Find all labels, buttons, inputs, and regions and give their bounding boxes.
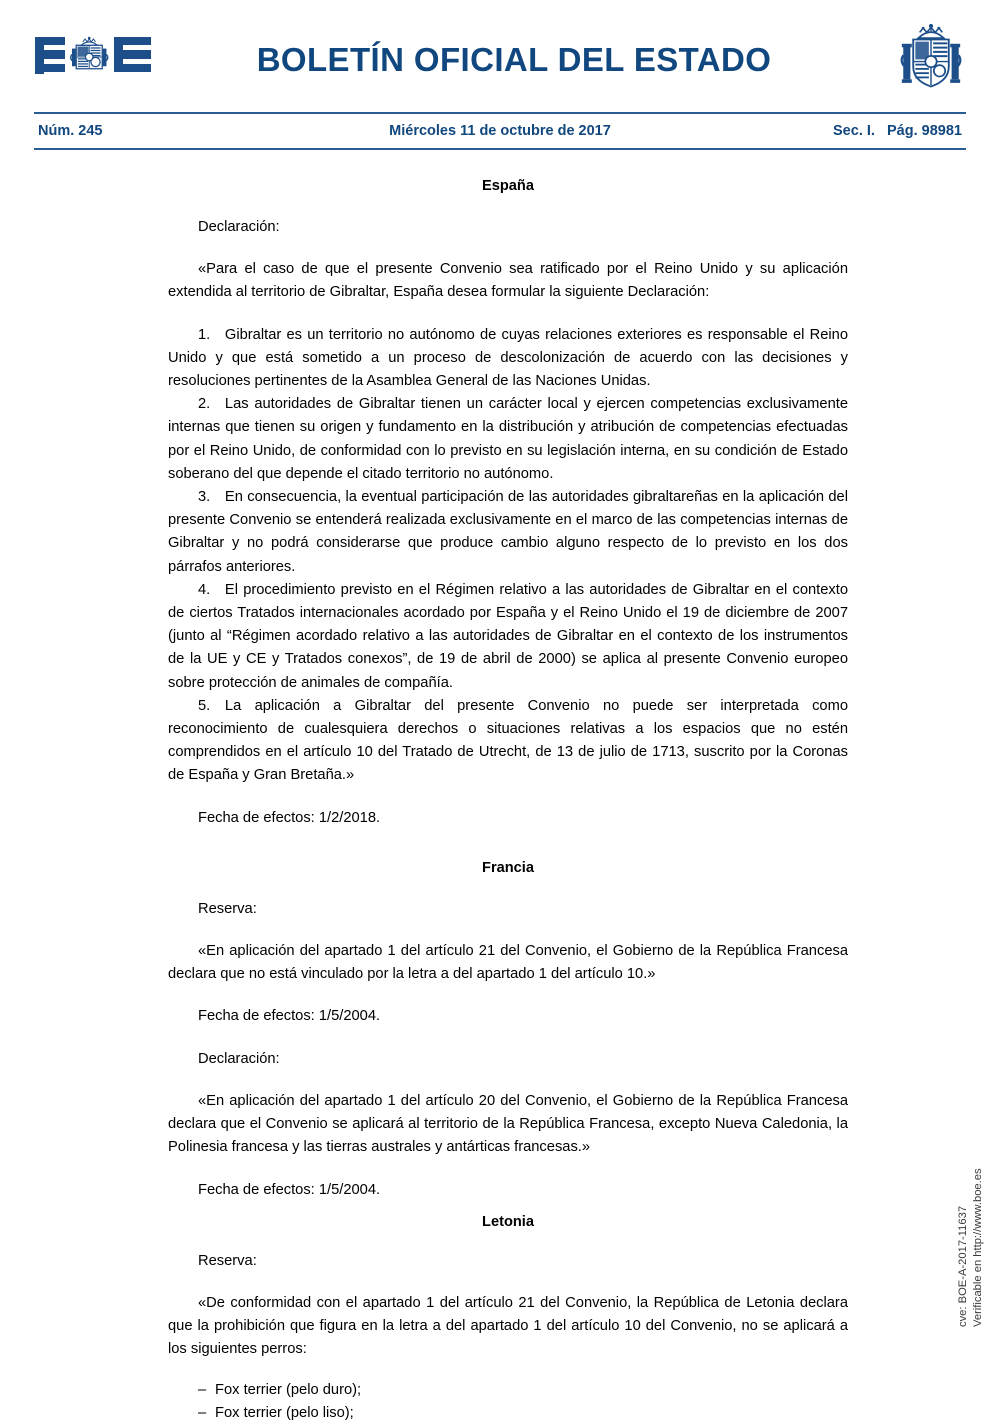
verification-sidenote bbox=[956, 1097, 986, 1327]
masthead bbox=[0, 0, 1000, 112]
letonia-reserva-text: «De conformidad con el apartado 1 del artículo 21 del Convenio, la República de Letonia declara que la prohibición que figura en la letra a del apartado 1 del artículo 10 del Convenio, no se aplicará a los siguientes perros: bbox=[168, 1294, 848, 1358]
section-heading-espana: España bbox=[482, 178, 534, 194]
section-and-page: Sec. I. Pág. 98981 bbox=[833, 123, 962, 139]
list-item-label: Fox terrier (pelo duro); bbox=[215, 1381, 362, 1398]
espana-opening-paragraph: «Para el caso de que el presente Convenio sea ratificado por el Reino Unido y su aplicación extendida al territorio de Gibraltar, España desea formular la siguiente Declaración: bbox=[168, 261, 848, 301]
espana-item-2: 2. Las autoridades de Gibraltar tienen un carácter local y ejercen competencias exclusivamente internas que tienen su origen y fundamento en la distribución y atribución de competencias efectuadas por el Reino Unido, de conformidad con lo previsto en su legislación interna, en su condición de Estado soberano del que depende el citado territorio no autónomo. bbox=[168, 396, 848, 482]
espana-item-3: 3. En consecuencia, la eventual participación de las autoridades gibraltareñas en la aplicación del presente Convenio se entenderá realizada exclusivamente en el marco de las competencias internas de Gibraltar y no podrá considerarse que produce cambio alguno respecto de lo previsto en los dos párrafos anteriores. bbox=[168, 489, 848, 575]
list-item bbox=[198, 1379, 848, 1402]
spacer bbox=[168, 830, 848, 860]
francia-reserva-label: Reserva: bbox=[198, 900, 257, 917]
page-title: BOLETÍN OFICIAL DEL ESTADO bbox=[256, 41, 772, 78]
dash-icon: – bbox=[198, 1381, 207, 1398]
spain-coat-of-arms-icon bbox=[899, 22, 963, 94]
list-item-label: Fox terrier (pelo liso); bbox=[215, 1404, 354, 1421]
espana-effective-date: Fecha de efectos: 1/2/2018. bbox=[198, 809, 381, 826]
letonia-dog-list bbox=[168, 1379, 848, 1425]
letonia-reserva-label: Reserva: bbox=[198, 1252, 257, 1269]
section-heading-letonia: Letonia bbox=[482, 1213, 534, 1230]
francia-declaracion-date: Fecha de efectos: 1/5/2004. bbox=[198, 1181, 381, 1198]
list-item bbox=[198, 1402, 848, 1425]
espana-declaracion-label: Declaración: bbox=[198, 219, 280, 235]
francia-reserva-text: «En aplicación del apartado 1 del artículo 21 del Convenio, el Gobierno de la República Francesa declara que no está vinculado por la letra a del apartado 1 del artículo 10.» bbox=[168, 943, 848, 983]
document-body bbox=[168, 178, 848, 1425]
espana-item-1: 1. Gibraltar es un territorio no autónomo de cuyas relaciones exteriores es responsable el Reino Unido y que está sometido a un proceso de descolonización de acuerdo con las decisiones y resoluciones pertinentes de la Asamblea General de las Naciones Unidas. bbox=[168, 326, 848, 390]
francia-declaracion-label: Declaración: bbox=[198, 1050, 280, 1067]
francia-declaracion-text: «En aplicación del apartado 1 del artículo 20 del Convenio, el Gobierno de la República Francesa declara que el Convenio se aplicará al territorio de la República Francesa, excepto Nueva Caledonia, la Polinesia francesa y las tierras australes y antárticas francesas.» bbox=[168, 1092, 848, 1156]
section-heading-francia: Francia bbox=[482, 859, 534, 876]
espana-item-4: 4. El procedimiento previsto en el Régimen relativo a las autoridades de Gibraltar en el contexto de ciertos Tratados internacionales acordado por España y el Reino Unido el 19 de diciembre de 2007 (junto al “Régimen acordado relativo a las autoridades de Gibraltar en el contexto de los instrumentos de la UE y CE y Tratados conexos”, de 19 de abril de 2000) se aplica al presente Convenio europeo sobre protección de animales de compañía. bbox=[168, 581, 848, 691]
header-band bbox=[34, 112, 966, 150]
coat-of-arms bbox=[896, 21, 966, 95]
publication-date: Miércoles 11 de octubre de 2017 bbox=[389, 123, 611, 139]
francia-reserva-date: Fecha de efectos: 1/5/2004. bbox=[198, 1008, 381, 1025]
espana-item-5: 5. La aplicación a Gibraltar del presente Convenio no puede ser interpretada como reconocimiento de cualesquiera derechos o situaciones relativas a los espacios que no estén comprendidos en el artículo 10 del Tratado de Utrecht, de 13 de julio de 1713, suscrito por la Coronas de España y Gran Bretaña.» bbox=[168, 697, 848, 784]
dash-icon: – bbox=[198, 1404, 207, 1421]
spacer bbox=[168, 1202, 848, 1214]
sidenote-verify-url[interactable]: Verificable en http://www.boe.es bbox=[972, 1168, 984, 1327]
boe-logo-coat-icon bbox=[71, 37, 108, 69]
sidenote-cve: cve: BOE-A-2017-11637 bbox=[957, 1205, 969, 1327]
issue-number: Núm. 245 bbox=[38, 123, 103, 139]
